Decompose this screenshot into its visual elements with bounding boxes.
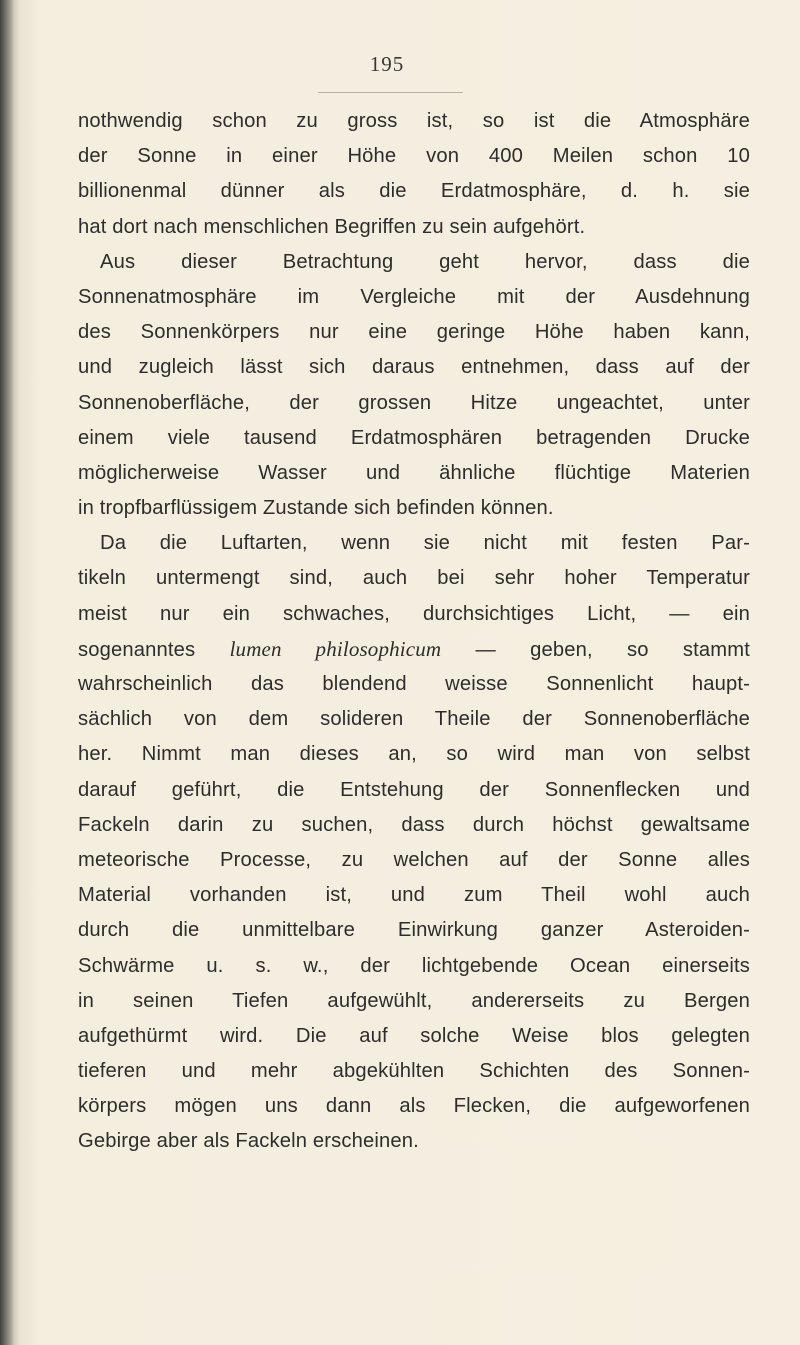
text-line-with-emphasis (78, 632, 750, 667)
text-line: und zugleich lässt sich daraus entnehmen, dass auf der (78, 356, 750, 379)
text-line: in seinen Tiefen aufgewühlt, andererseits zu Bergen (78, 989, 750, 1012)
text-line: tikeln untermengt sind, auch bei sehr hoher Temperatur (78, 567, 750, 590)
text-line: wahrscheinlich das blendend weisse Sonnenlicht haupt- (78, 673, 750, 695)
text-line: einem viele tausend Erdatmosphären betragenden Drucke (78, 426, 750, 449)
text-line: des Sonnenkörpers nur eine geringe Höhe haben kann, (78, 321, 750, 344)
text-line: Sonnenatmosphäre im Vergleiche mit der Ausdehnung (78, 285, 750, 308)
text-line: der Sonne in einer Höhe von 400 Meilen schon 10 (78, 145, 750, 168)
header-rule (318, 92, 463, 93)
text-line: tieferen und mehr abgekühlten Schichten des Sonnen- (78, 1060, 750, 1083)
body-text (78, 104, 750, 1160)
text-line: darauf geführt, die Entstehung der Sonnenflecken und (78, 778, 750, 801)
text-line: hat dort nach menschlichen Begriffen zu sein aufgehört. (78, 215, 586, 238)
text-line: Sonnenoberfläche, der grossen Hitze ungeachtet, unter (78, 391, 750, 414)
paragraph-start-line: Da die Luftarten, wenn sie nicht mit festen Par- (100, 532, 750, 555)
text-line: sächlich von dem solideren Theile der Sonnenoberfläche (78, 708, 750, 731)
text-line: nothwendig schon zu gross ist, so ist die Atmosphäre (78, 110, 750, 132)
paragraph-start-line: Aus dieser Betrachtung geht hervor, dass die (100, 250, 750, 273)
page-number: 195 (369, 52, 405, 76)
text-line: aufgethürmt wird. Die auf solche Weise blos gelegten (78, 1024, 750, 1047)
text-line: Schwärme u. s. w., der lichtgebende Ocean einerseits (78, 954, 750, 977)
text-line: möglicherweise Wasser und ähnliche flüchtige Materien (78, 461, 750, 484)
italic-term: lumen philosophicum (229, 636, 442, 661)
text-line: meteorische Processe, zu welchen auf der Sonne alles (78, 848, 750, 871)
text-line: meist nur ein schwaches, durchsichtiges Licht, — ein (78, 602, 750, 625)
page-edge-shadow (0, 0, 14, 1345)
text-line: her. Nimmt man dieses an, so wird man von selbst (78, 743, 750, 766)
text-line: in tropfbarflüssigem Zustande sich befinden können. (78, 497, 554, 520)
text-segment: — geben, so stammt (475, 638, 750, 661)
text-line: durch die unmittelbare Einwirkung ganzer Asteroiden- (78, 919, 750, 942)
text-line: Gebirge aber als Fackeln erscheinen. (78, 1130, 419, 1153)
text-line: körpers mögen uns dann als Flecken, die aufgeworfenen (78, 1095, 750, 1118)
text-segment: sogenanntes (78, 638, 196, 661)
text-line: Fackeln darin zu suchen, dass durch höchst gewaltsame (78, 813, 750, 836)
text-line: Material vorhanden ist, und zum Theil wohl auch (78, 884, 750, 907)
text-line: billionenmal dünner als die Erdatmosphäre, d. h. sie (78, 180, 750, 203)
